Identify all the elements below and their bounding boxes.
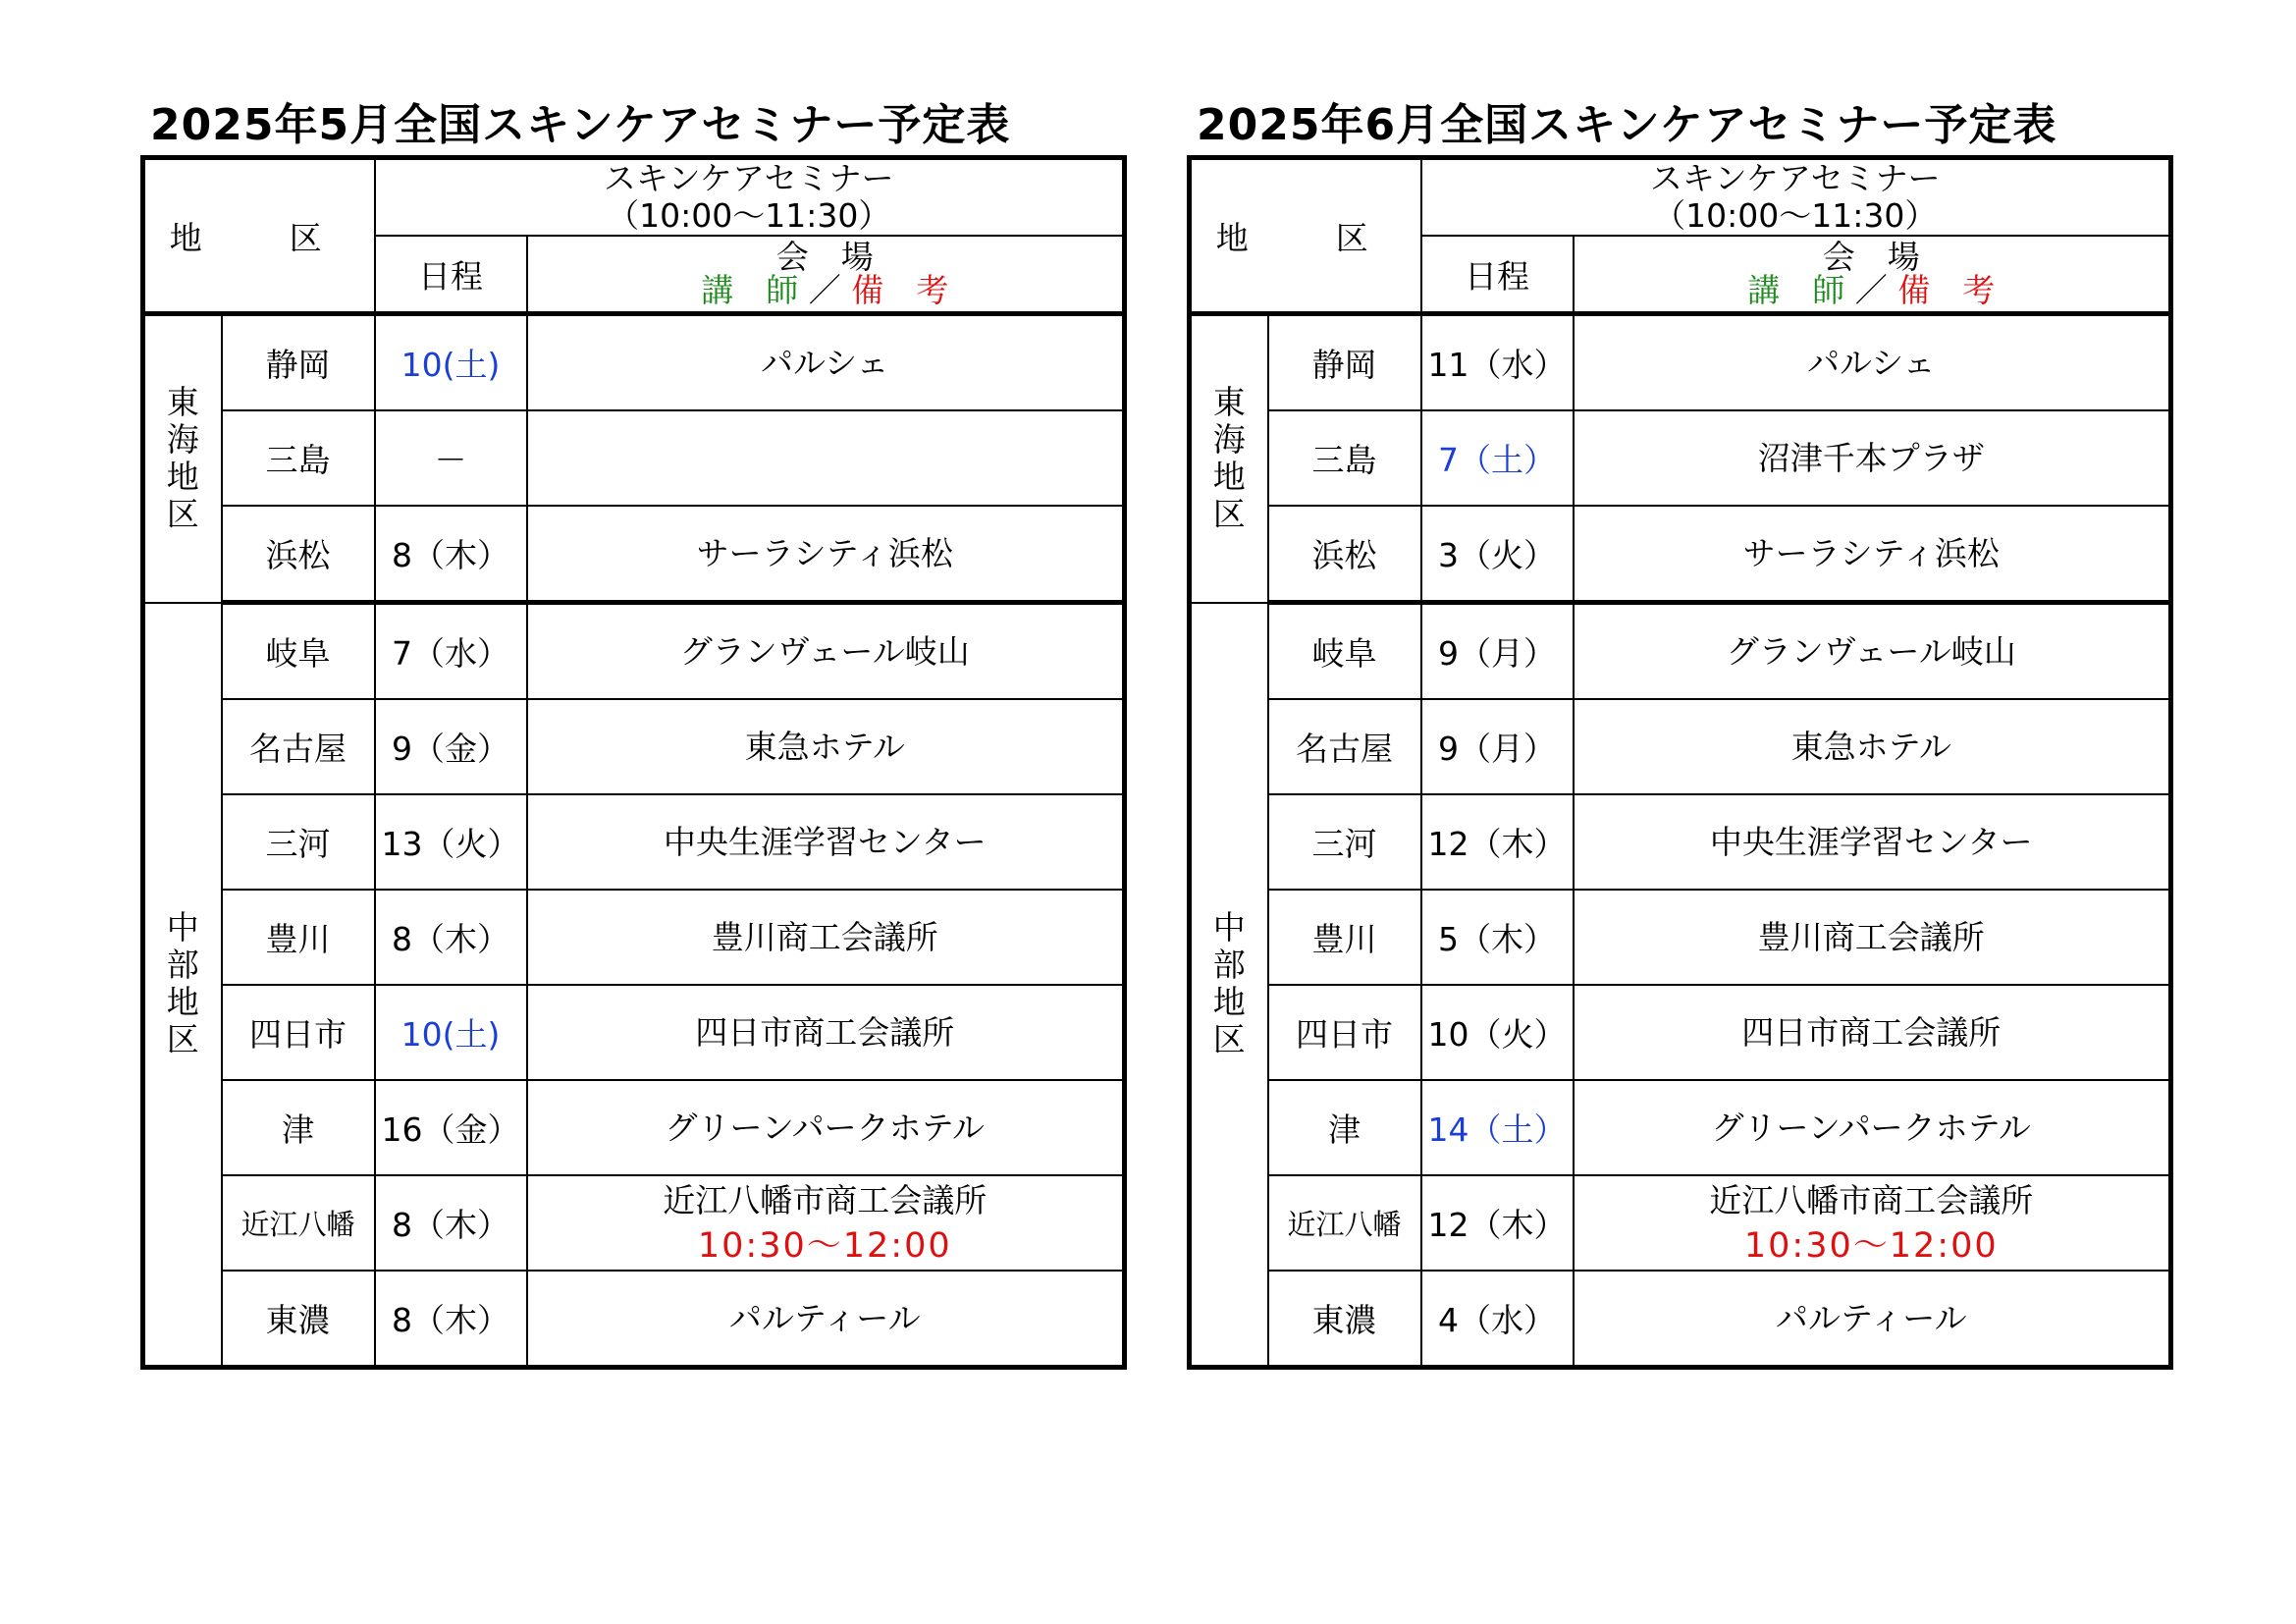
venue-header <box>1574 236 2171 314</box>
venue-cell: パルティール <box>1574 1271 2171 1368</box>
group-tokai <box>143 314 222 603</box>
date-cell: 9（月） <box>1421 603 1574 700</box>
slash-label: ／ <box>1854 271 1888 309</box>
group-char: 地 <box>1212 983 1246 1022</box>
date-cell: 7（土） <box>1421 410 1574 506</box>
date-cell: 9（月） <box>1421 699 1574 794</box>
group-char: 中 <box>1212 908 1246 947</box>
area-cell: 三河 <box>1268 794 1421 890</box>
date-cell: 8（木） <box>375 506 527 603</box>
group-char: 地 <box>166 458 199 497</box>
date-cell: 5（木） <box>1421 890 1574 985</box>
area-cell: 三島 <box>222 410 375 506</box>
group-label <box>1192 909 1267 1058</box>
date-cell: 16（金） <box>375 1080 527 1175</box>
group-char: 中 <box>166 908 199 947</box>
seminar-header <box>1421 158 2171 237</box>
group-char: 区 <box>166 495 199 534</box>
area-cell: 近江八幡 <box>1268 1175 1421 1271</box>
area-cell: 四日市 <box>1268 985 1421 1080</box>
date-cell: 11（水） <box>1421 314 1574 411</box>
june-schedule-panel <box>1187 96 2168 1370</box>
may-title: 2025年5月全国スキンケアセミナー予定表 <box>150 100 1011 150</box>
venue-cell: 豊川商工会議所 <box>1574 890 2171 985</box>
venue-label: 会 場 <box>775 238 874 276</box>
venue-cell: 四日市商工会議所 <box>527 985 1125 1080</box>
venue-cell: 豊川商工会議所 <box>527 890 1125 985</box>
venue-label: 会 場 <box>1822 238 1920 276</box>
date-cell: 10(土) <box>375 314 527 411</box>
may-schedule-panel <box>140 96 1122 1370</box>
group-char: 区 <box>166 1020 199 1059</box>
area-cell: 豊川 <box>1268 890 1421 985</box>
group-char: 区 <box>1212 495 1246 534</box>
group-char: 地 <box>1212 458 1246 497</box>
venue-cell: 東急ホテル <box>527 699 1125 794</box>
slash-label: ／ <box>808 271 841 309</box>
date-cell: 14（土） <box>1421 1080 1574 1175</box>
june-schedule-table <box>1187 155 2173 1370</box>
area-cell: 三島 <box>1268 410 1421 506</box>
group-chubu <box>1190 603 1268 1368</box>
remarks-label: 備 考 <box>1897 271 1996 309</box>
venue-cell: グランヴェール岐山 <box>527 603 1125 700</box>
area-cell: 四日市 <box>222 985 375 1080</box>
seminar-header <box>375 158 1125 237</box>
date-cell: 10（火） <box>1421 985 1574 1080</box>
venue-cell: 四日市商工会議所 <box>1574 985 2171 1080</box>
venue-cell: パルシェ <box>1574 314 2171 411</box>
venue-cell: サーラシティ浜松 <box>1574 506 2171 603</box>
venue-cell: 中央生涯学習センター <box>1574 794 2171 890</box>
venue-cell: グリーンパークホテル <box>527 1080 1125 1175</box>
date-header: 日程 <box>375 236 527 314</box>
group-char: 東 <box>1212 383 1246 422</box>
area-cell: 浜松 <box>222 506 375 603</box>
june-title: 2025年6月全国スキンケアセミナー予定表 <box>1197 100 2057 150</box>
area-cell: 東濃 <box>1268 1271 1421 1368</box>
seminar-time: （10:00〜11:30） <box>1653 196 1938 235</box>
area-cell: 津 <box>1268 1080 1421 1175</box>
region-header: 地 区 <box>143 158 375 314</box>
group-char: 海 <box>1212 420 1246 460</box>
venue-cell: 沼津千本プラザ <box>1574 410 2171 506</box>
area-cell: 名古屋 <box>1268 699 1421 794</box>
venue-cell: グランヴェール岐山 <box>1574 603 2171 700</box>
date-header: 日程 <box>1421 236 1574 314</box>
group-char: 地 <box>166 983 199 1022</box>
venue-name: 近江八幡市商工会議所 <box>663 1180 988 1219</box>
date-cell: 8（木） <box>375 1175 527 1271</box>
date-cell: 13（火） <box>375 794 527 890</box>
group-tokai <box>1190 314 1268 603</box>
date-cell: 10(土) <box>375 985 527 1080</box>
region-header: 地 区 <box>1190 158 1421 314</box>
seminar-time: （10:00〜11:30） <box>607 196 891 235</box>
group-char: 部 <box>1212 946 1246 985</box>
seminar-title: スキンケアセミナー <box>603 159 894 197</box>
date-cell: 8（木） <box>375 1271 527 1368</box>
group-label <box>1192 384 1267 533</box>
lecturer-label: 講 師 <box>701 271 799 309</box>
date-cell: 7（水） <box>375 603 527 700</box>
venue-cell <box>527 410 1125 506</box>
group-label <box>145 909 221 1058</box>
area-cell: 名古屋 <box>222 699 375 794</box>
group-char: 区 <box>1212 1020 1246 1059</box>
date-cell: 12（木） <box>1421 1175 1574 1271</box>
venue-header <box>527 236 1125 314</box>
group-label <box>145 384 221 533</box>
date-cell: 3（火） <box>1421 506 1574 603</box>
area-cell: 岐阜 <box>222 603 375 700</box>
group-chubu <box>143 603 222 1368</box>
venue-cell: パルティール <box>527 1271 1125 1368</box>
area-cell: 浜松 <box>1268 506 1421 603</box>
venue-cell: サーラシティ浜松 <box>527 506 1125 603</box>
venue-time-note: 10:30〜12:00 <box>697 1225 952 1266</box>
date-cell: 9（金） <box>375 699 527 794</box>
seminar-title: スキンケアセミナー <box>1649 159 1941 197</box>
date-cell: 4（水） <box>1421 1271 1574 1368</box>
venue-name: 近江八幡市商工会議所 <box>1709 1180 2034 1219</box>
area-cell: 東濃 <box>222 1271 375 1368</box>
venue-cell: 中央生涯学習センター <box>527 794 1125 890</box>
may-schedule-table <box>140 155 1127 1370</box>
area-cell: 近江八幡 <box>222 1175 375 1271</box>
date-cell: － <box>375 410 527 506</box>
area-cell: 静岡 <box>1268 314 1421 411</box>
group-char: 東 <box>166 383 199 422</box>
group-char: 部 <box>166 946 199 985</box>
area-cell: 豊川 <box>222 890 375 985</box>
venue-cell <box>1574 1175 2171 1271</box>
venue-cell <box>527 1175 1125 1271</box>
remarks-label: 備 考 <box>851 271 949 309</box>
area-cell: 岐阜 <box>1268 603 1421 700</box>
date-cell: 8（木） <box>375 890 527 985</box>
area-cell: 津 <box>222 1080 375 1175</box>
date-cell: 12（木） <box>1421 794 1574 890</box>
area-cell: 三河 <box>222 794 375 890</box>
group-char: 海 <box>166 420 199 460</box>
venue-cell: パルシェ <box>527 314 1125 411</box>
venue-cell: グリーンパークホテル <box>1574 1080 2171 1175</box>
lecturer-label: 講 師 <box>1747 271 1845 309</box>
venue-cell: 東急ホテル <box>1574 699 2171 794</box>
area-cell: 静岡 <box>222 314 375 411</box>
venue-time-note: 10:30〜12:00 <box>1743 1225 1999 1266</box>
